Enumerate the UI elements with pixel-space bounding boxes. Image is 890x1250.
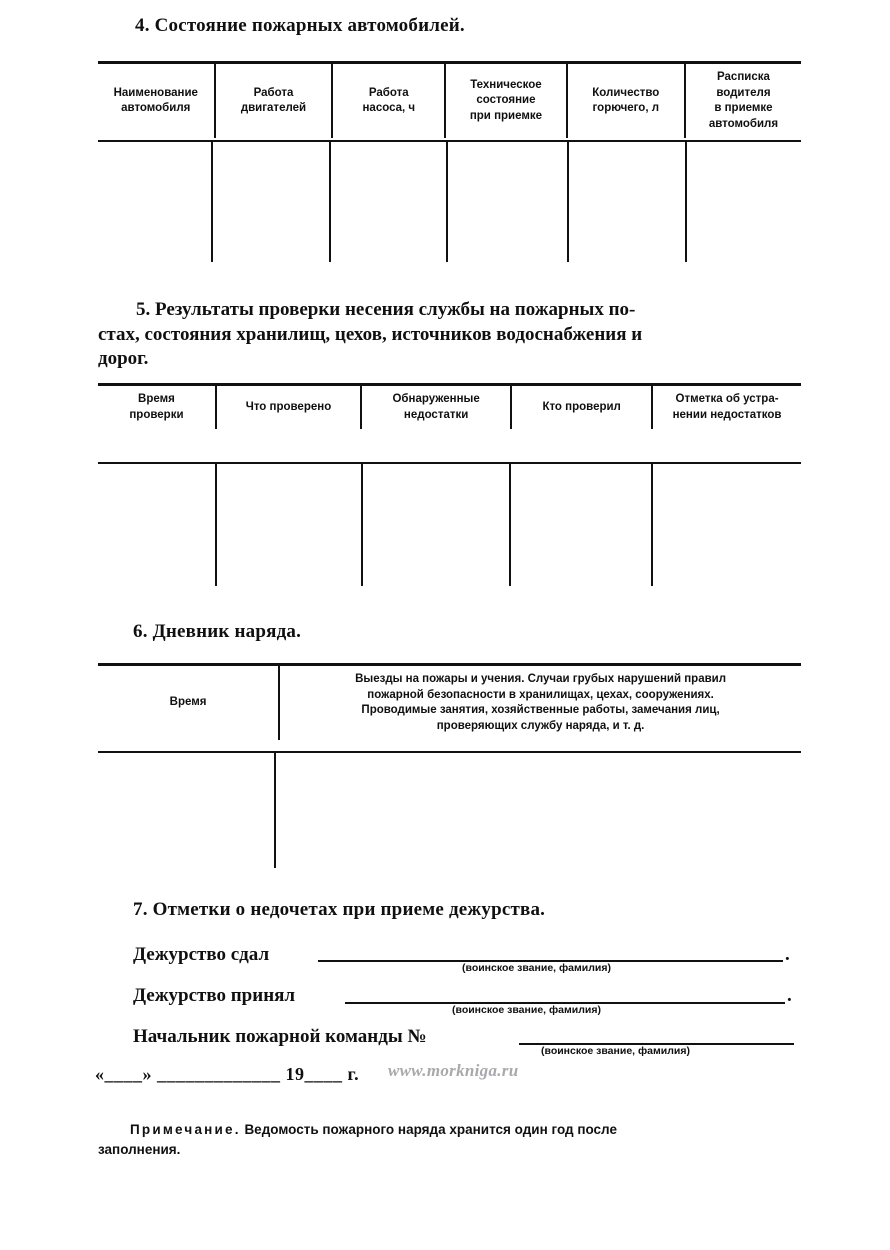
vehicles-col-condition-l3: при приемке: [469, 109, 543, 122]
vehicles-col-signature: [685, 64, 801, 138]
checks-col-what: [216, 386, 361, 429]
journal-col-events-l3: Проводимые занятия, хозяйственные работы, замечания лиц,: [361, 704, 720, 717]
signature-2-period: .: [787, 985, 792, 1006]
note-text-line1: Ведомость пожарного наряда хранится один год после: [244, 1122, 617, 1137]
journal-table: [98, 666, 801, 740]
signature-1-period: .: [785, 944, 790, 965]
vehicles-table: [98, 64, 801, 138]
vehicles-col-pump: [332, 64, 445, 138]
journal-col-events-l4: проверяющих службу наряда, и т. д.: [436, 719, 645, 732]
signature-1-label: Дежурство сдал: [133, 944, 270, 965]
signature-1-caption: (воинское звание, фамилия): [462, 962, 611, 974]
checks-col-defects-l1: Обнаруженные: [392, 393, 480, 405]
vehicles-col-pump-l2: насоса, ч: [362, 102, 416, 115]
vehicles-col-engine-l1: Работа: [253, 86, 294, 99]
date-line[interactable]: «____» _____________ 19____ г.: [95, 1064, 360, 1084]
section-5-line-1: 5. Результаты проверки несения службы на пожарных по-: [136, 299, 636, 320]
journal-col-events-l2: пожарной безопасности в хранилищах, цехах, сооружениях.: [367, 688, 714, 701]
vehicles-col-signature-l3: в приемке: [714, 102, 773, 115]
vehicles-body-divider-5: [685, 142, 687, 262]
section-heading-5: [98, 298, 803, 372]
journal-table-header-row: [98, 666, 801, 740]
checks-table: [98, 386, 801, 429]
signature-2-label: Дежурство принял: [133, 985, 296, 1006]
vehicles-table-header-row: [98, 64, 801, 138]
vehicles-col-pump-l1: Работа: [368, 86, 409, 99]
section-5-line-3: дорог.: [98, 348, 149, 370]
journal-table-header-rule: [98, 751, 801, 753]
checks-col-fixed: [652, 386, 801, 429]
vehicles-body-divider-2: [329, 142, 331, 262]
vehicles-col-fuel: [567, 64, 685, 138]
checks-body-divider-2: [361, 464, 363, 586]
vehicles-col-engine-l2: двигателей: [240, 102, 307, 115]
note: [98, 1120, 803, 1161]
checks-col-what-l1: Что проверено: [245, 400, 332, 413]
checks-col-fixed-l1: Отметка об устра-: [675, 393, 779, 405]
vehicles-col-engine: [215, 64, 333, 138]
note-label: Примечание.: [130, 1122, 241, 1137]
vehicles-col-signature-l2: водителя: [716, 86, 771, 99]
vehicles-col-fuel-l1: Количество: [592, 86, 660, 99]
vehicles-col-fuel-l2: горючего, л: [592, 102, 660, 115]
section-heading-4: 4. Состояние пожарных автомобилей.: [135, 15, 465, 36]
vehicles-body-divider-3: [446, 142, 448, 262]
checks-col-time: [98, 386, 216, 429]
checks-col-time-l2: проверки: [129, 408, 184, 421]
checks-col-who: [511, 386, 652, 429]
signature-3-caption: (воинское звание, фамилия): [541, 1045, 690, 1057]
vehicles-body-divider-4: [567, 142, 569, 262]
vehicles-col-condition-l2: состояние: [476, 94, 536, 107]
section-heading-6: 6. Дневник наряда.: [133, 621, 302, 642]
journal-col-time: [98, 666, 279, 740]
signature-2-caption: (воинское звание, фамилия): [452, 1004, 601, 1016]
vehicles-table-header-rule: [98, 140, 801, 142]
watermark: www.morkniga.ru: [388, 1061, 519, 1080]
note-text-line2: заполнения.: [98, 1142, 181, 1158]
vehicles-col-condition: [445, 64, 567, 138]
journal-col-events: [279, 666, 801, 740]
note-body: [98, 1120, 803, 1140]
vehicles-col-name-l2: автомобиля: [121, 102, 191, 115]
vehicles-body-divider-1: [211, 142, 213, 262]
checks-col-time-l1: Время: [138, 393, 175, 405]
vehicles-col-name: [98, 64, 215, 138]
journal-body-divider-1: [274, 753, 276, 868]
journal-col-time-l1: Время: [169, 696, 207, 709]
checks-table-header-row: [98, 386, 801, 429]
checks-body-divider-1: [215, 464, 217, 586]
checks-body-divider-4: [651, 464, 653, 586]
section-5-line-2: стах, состояния хранилищ, цехов, источников водоснабжения и: [98, 323, 643, 345]
signature-3-label: Начальник пожарной команды №: [133, 1026, 427, 1047]
vehicles-col-signature-l4: автомобиля: [708, 117, 779, 130]
checks-col-fixed-l2: нении недостатков: [672, 408, 782, 421]
vehicles-col-name-l1: Наименование: [113, 86, 198, 99]
checks-col-defects: [361, 386, 511, 429]
checks-table-header-rule: [98, 462, 801, 464]
checks-body-divider-3: [509, 464, 511, 586]
vehicles-col-condition-l1: Техническое: [470, 78, 542, 91]
journal-col-events-l1: Выезды на пожары и учения. Случаи грубых нарушений правил: [355, 673, 727, 685]
checks-col-defects-l2: недостатки: [403, 408, 469, 421]
vehicles-col-signature-l1: Расписка: [717, 71, 770, 83]
section-heading-7: 7. Отметки о недочетах при приеме дежурства.: [133, 899, 546, 920]
checks-col-who-l1: Кто проверил: [542, 400, 621, 413]
